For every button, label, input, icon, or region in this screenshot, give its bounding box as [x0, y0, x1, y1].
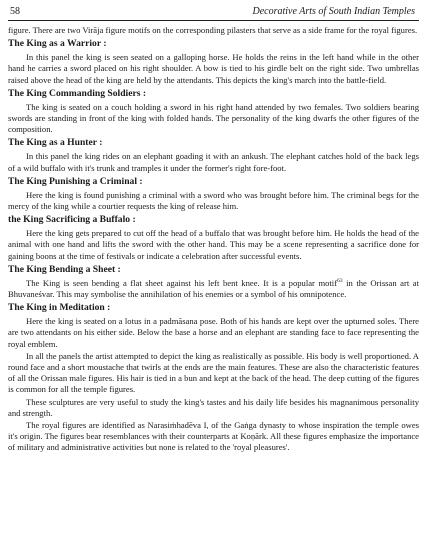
section-heading-sacrificing: the King Sacrificing a Buffalo : [8, 214, 136, 226]
section-paragraph: In all the panels the artist attempted to depict the king as realistically as possible. His body is well proportioned. A round face and a short moustache that twirls at the ends are the main features. These are also the characteristic features of all the Orissan male figures. His hair is tied in a bun and kept at the back of the head. The deep cutting of the figures is common for all the temple figures. [8, 350, 419, 395]
footnote-reference: 63 [337, 277, 343, 284]
section-paragraph: Here the king is found punishing a criminal with a sword who was brought before him. The criminal begs for the mercy of the king while a courtier requests the king of release him. [8, 189, 419, 212]
section-heading-bending: The King Bending a Sheet : [8, 263, 121, 275]
section-heading-warrior: The King as a Warrior : [8, 38, 107, 50]
page-number: 58 [10, 6, 20, 17]
section-heading-commanding: The King Commanding Soldiers : [8, 87, 147, 99]
section-paragraph: Here the king gets prepared to cut off the head of a buffalo that was brought before him. He holds the head of the animal with one hand and lifts the sword with the other hand. This may be a scene representing a sacrifice done for gaining boons at the time of festivals or indicate a celebration after successful events. [8, 228, 419, 261]
section-paragraph: In this panel the king is seen seated on a galloping horse. He holds the reins in the left hand while in the other hand he carries a sword placed on his right shoulder. A bow is tied to his girdle belt on the right side. Two umbrellas raised above the head of the king are held by the attendants. This depicts the king's march into the battle-field. [8, 52, 419, 85]
section-heading-hunter: The King as a Hunter : [8, 137, 103, 149]
intro-paragraph: figure. There are two Virāja figure motifs on the corresponding pilasters that serve as a side frame for the royal figures. [8, 25, 418, 35]
section-paragraph: The king is seated on a couch holding a sword in his right hand attended by two females. Two soldiers bearing swords are standing in front of the king with folded hands. The personality of the king dwarfs the other figures of the composition. [8, 101, 419, 135]
running-title: Decorative Arts of South Indian Temples [252, 6, 415, 17]
section-paragraph: In this panel the king rides on an elephant goading it with an ankush. The elephant catches hold of the back legs of a wild buffalo with it's trunk and tramples it under the former's right fore-foot. [8, 151, 419, 173]
section-paragraph: Here the king is seated on a lotus in a padmāsana pose. Both of his hands are kept over the upturned soles. There are two attendants on his either side. Below the base a horse and an elephant are standing face to face representing the royal emblem. [8, 316, 419, 349]
section-paragraph: The royal figures are identified as Narasiṁhadēva I, of the Gaṅga dynasty to whose inspiration the temple owes it's origin. The figures bear resemblances with their counterparts at Koṇārk. All these figures emphasize the importance of military and administrative activities but none is related to the 'royal pleasures'. [8, 420, 419, 453]
paragraph-text: The King is seen bending a flat sheet against his left bent knee. It is a popular motif [26, 277, 338, 288]
section-heading-punishing: The King Punishing a Criminal : [8, 175, 143, 187]
paragraph-text: in the Orissan art at Bhuvaneśvar. This may symbolise the annihilation of his enemies or a symbol of his omnipotence. [8, 277, 419, 300]
section-heading-meditation: The King in Meditation : [8, 302, 111, 314]
running-header [8, 6, 419, 21]
section-paragraph: These sculptures are very useful to study the king's tastes and his daily life besides his magnanimous personality and strength. [8, 396, 419, 418]
section-paragraph-with-note [8, 278, 419, 300]
